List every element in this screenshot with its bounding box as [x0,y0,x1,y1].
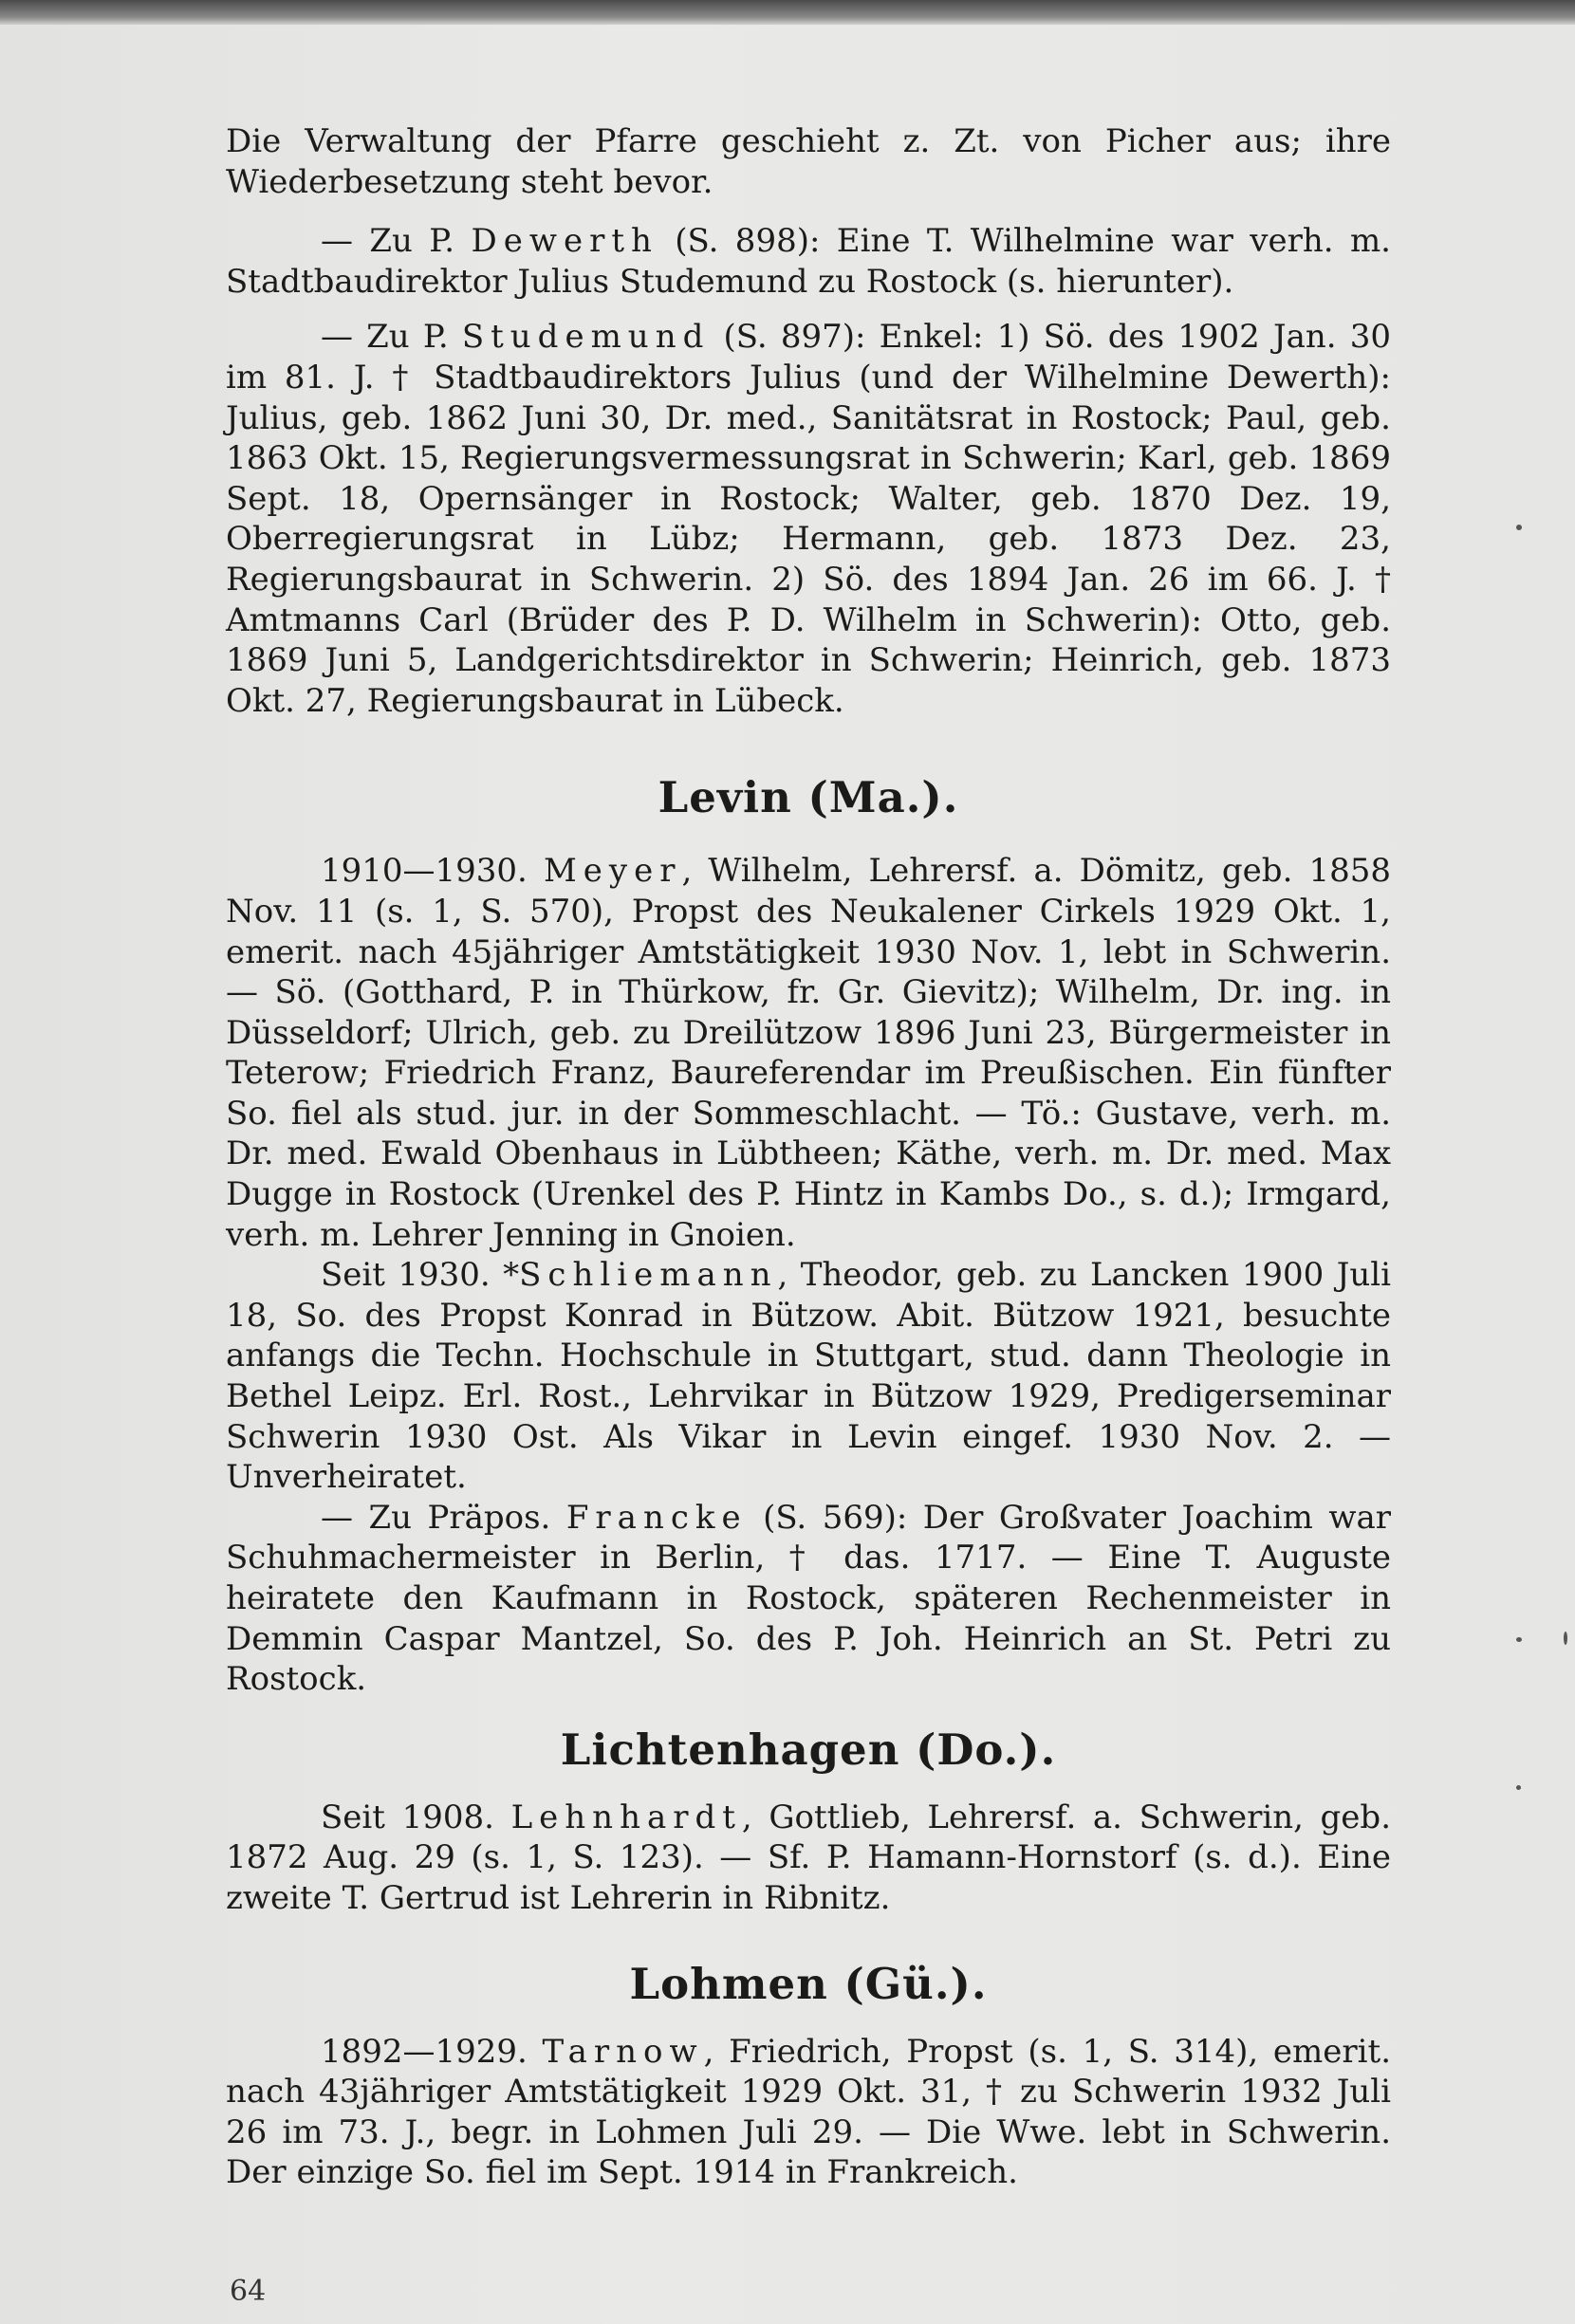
entry-text: , Gottlieb, Lehrersf. a. Schwerin, geb. 1872 Aug. 29 (s. 1, S. 123). — Sf. P. Hamann-Hornstorf (s. d.). Eine zweite T. Gertrud ist Lehrerin in Ribnitz. [226,1798,1392,1917]
page-number: 64 [230,2275,267,2308]
person-name: Francke [565,1498,748,1537]
scan-speck [1516,525,1522,530]
entry-text: , Theodor, geb. zu Lancken 1900 Juli 18, So. des Propst Konrad in Bützow. Abit. Bützow 1921, besuchte anfangs die Techn. Hochschule in Stuttgart, stud. dann Theologie in Bethel Leipz. Erl. Rost., Lehrvikar in Bützow 1929, Predigerseminar Schwerin 1930 Ost. Als Vikar in Levin eingef. 1930 Nov. 2. — Unverheiratet. [226,1256,1391,1497]
text-column [226,121,1391,2193]
paragraph-picher: Die Verwaltung der Pfarre geschieht z. Zt. von Picher aus; ihre Wiederbesetzung steht bevor. [226,122,1391,201]
scan-speck [1516,1637,1522,1642]
paragraph-schliemann [226,1255,1391,1498]
paragraph-francke [226,1498,1391,1700]
lead-text: 1892—1929. [321,2032,543,2071]
lead-text: — Zu P. [321,318,462,357]
paragraph-tarnow [226,2032,1391,2193]
scan-speck [1564,1632,1567,1645]
section-heading-lohmen: Lohmen (Gü.). [629,1958,988,2009]
lead-text: — Zu Präpos. [321,1498,566,1537]
person-name: Meyer [543,852,682,891]
lead-text: 1910—1930. [321,852,544,891]
entry-text: , Wilhelm, Lehrersf. a. Dömitz, geb. 1858 Nov. 11 (s. 1, S. 570), Propst des Neukalener Cirkels 1929 Okt. 1, emerit. nach 45jähriger Amtstätigkeit 1930 Nov. 1, lebt in Schwerin. — Sö. (Gotthard, P. in Thürkow, fr. Gr. Gievitz); Wilhelm, Dr. ing. in Düsseldorf; Ulrich, geb. zu Dreilützow 1896 Juni 23, Bürgermeister in Teterow; Friedrich Franz, Baureferendar im Preußischen. Ein fünfter So. fiel als stud. jur. in der Sommeschlacht. — Tö.: Gustave, verh. m. Dr. med. Ewald Obenhaus in Lübtheen; Käthe, verh. m. Dr. med. Max Dugge in Rostock (Urenkel des P. Hintz in Kambs Do., s. d.); Irmgard, verh. m. Lehrer Jenning in Gnoien. [226,852,1391,1254]
person-name: Studemund [461,318,711,357]
lead-text: Seit 1908. [321,1798,511,1836]
section-heading-lichtenhagen: Lichtenhagen (Do.). [560,1724,1057,1775]
scan-speck [1516,1785,1521,1790]
scan-edge-shadow [0,0,1575,25]
paragraph-meyer [226,851,1391,1255]
person-name: Lehnhardt [510,1798,742,1836]
paragraph-lehnhardt [226,1798,1391,1919]
entry-text: , Friedrich, Propst (s. 1, S. 314), emerit. nach 43jähriger Amtstätigkeit 1929 Okt. 31, † zu Schwerin 1932 Juli 26 im 73. J., begr. in Lohmen Juli 29. — Die Wwe. lebt in Schwerin. Der einzige So. fiel im Sept. 1914 in Frankreich. [226,2032,1391,2192]
entry-text: (S. 569): Der Großvater Joachim war Schuhmachermeister in Berlin, † das. 1717. — Eine T. Auguste heiratete den Kaufmann in Rostock, späteren Rechenmeister in Demmin Caspar Mantzel, So. des P. Joh. Heinrich an St. Petri zu Rostock. [226,1498,1391,1699]
entry-text: (S. 897): Enkel: 1) Sö. des 1902 Jan. 30 im 81. J. † Stadtbaudirektors Julius (und der Wilhelmine Dewerth): Julius, geb. 1862 Juni 30, Dr. med., Sanitätsrat in Rostock; Paul, geb. 1863 Okt. 15, Regierungsvermessungsrat in Schwerin; Karl, geb. 1869 Sept. 18, Opernsänger in Rostock; Walter, geb. 1870 Dez. 19, Oberregierungsrat in Lübz; Hermann, geb. 1873 Dez. 23, Regierungsbaurat in Schwerin. 2) Sö. des 1894 Jan. 26 im 66. J. † Amtmanns Carl (Brüder des P. D. Wilhelm in Schwerin): Otto, geb. 1869 Juni 5, Landgerichtsdirektor in Schwerin; Heinrich, geb. 1873 Okt. 27, Regierungsbaurat in Lübeck. [226,318,1392,720]
person-name: Schliemann [519,1256,778,1295]
paragraph-dewerth [226,221,1391,302]
entry-text: (S. 898): Eine T. Wilhelmine war verh. m. Stadtbaudirektor Julius Studemund zu Rostock (s. hierunter). [226,222,1391,301]
person-name: Dewerth [471,222,658,261]
section-heading-levin: Levin (Ma.). [658,772,959,823]
lead-text: Seit 1930. * [321,1256,520,1295]
person-name: Tarnow [542,2032,704,2071]
lead-text: — Zu P. [321,222,472,261]
paragraph-studemund [226,317,1391,721]
